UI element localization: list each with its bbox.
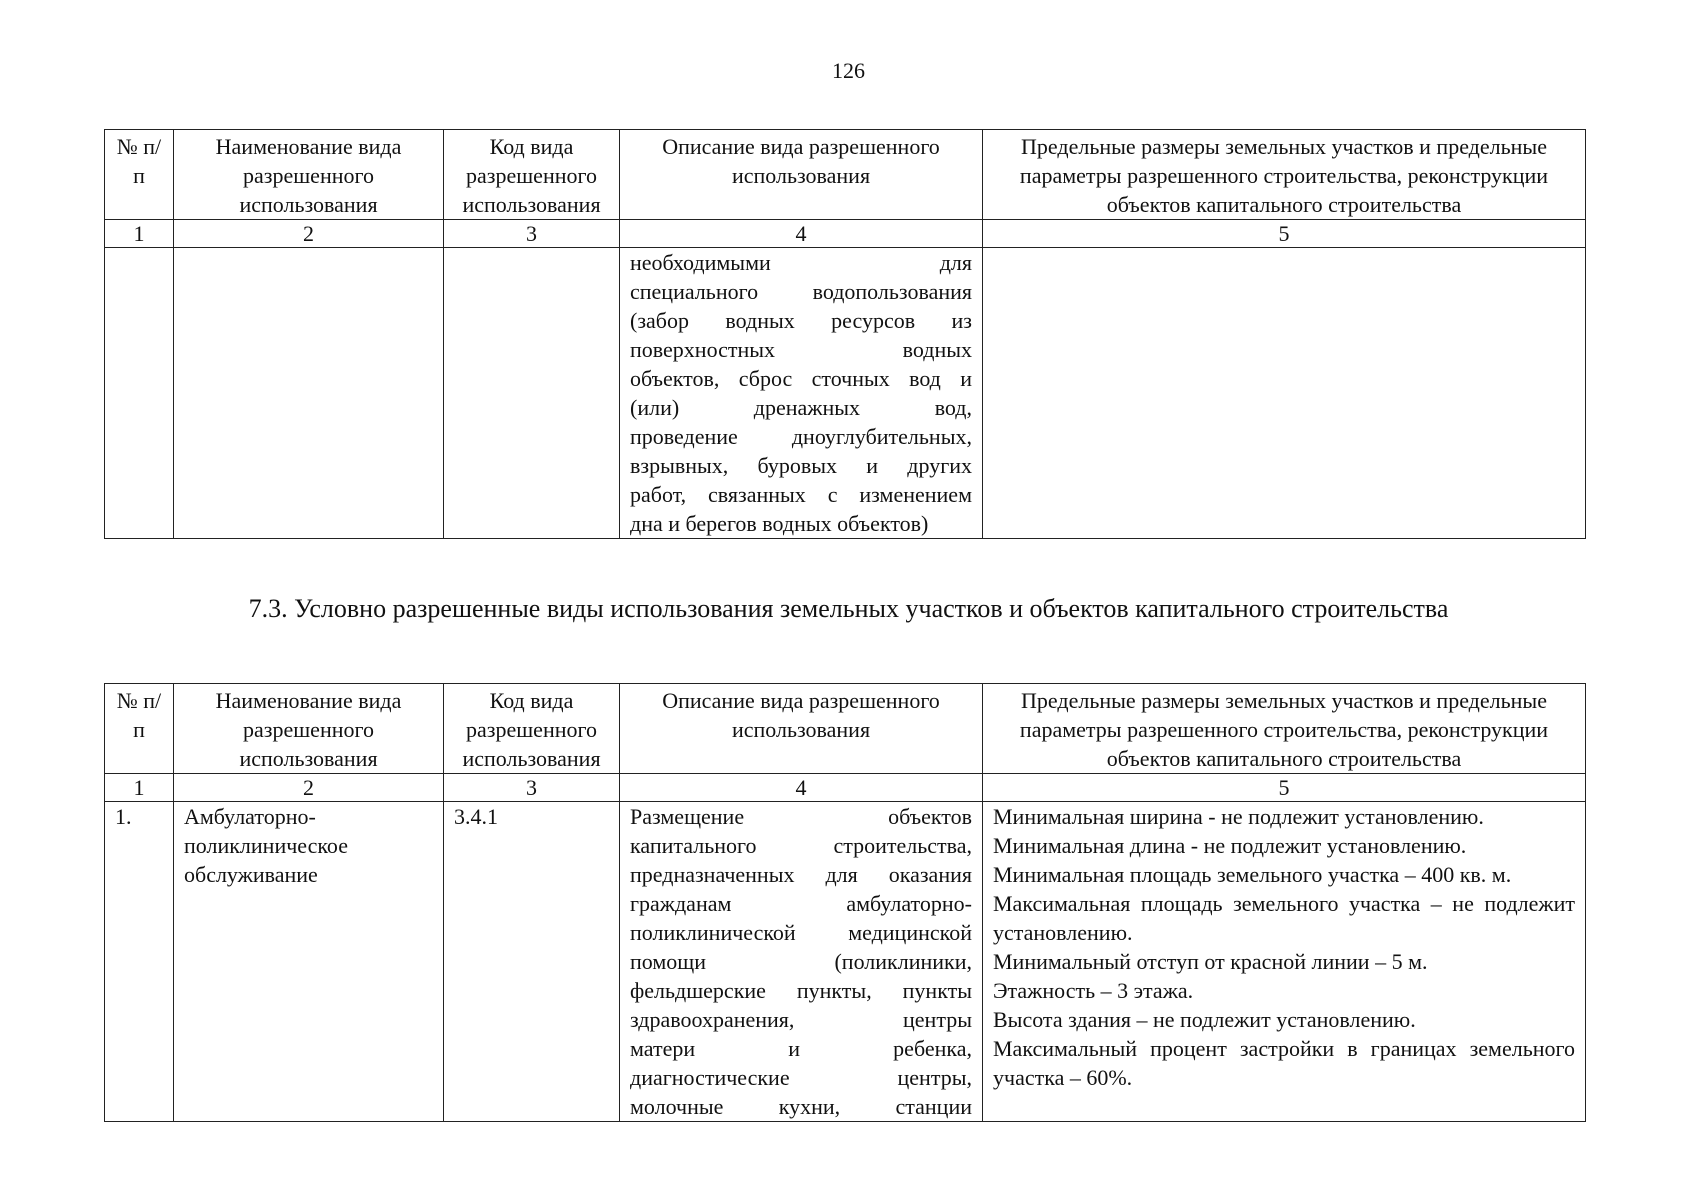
column-number: 1 <box>105 220 174 248</box>
description-line: специального водопользования <box>630 279 972 304</box>
parameter-line: Высота здания – не подлежит установлению. <box>993 1007 1416 1032</box>
description-line: (забор водных ресурсов из <box>630 308 972 333</box>
section-heading: 7.3. Условно разрешенные виды использования земельных участков и объектов капитального строительства <box>248 594 1449 623</box>
table-row <box>105 248 1586 539</box>
description-line: взрывных, буровых и других <box>630 453 972 478</box>
description-line: молочные кухни, станции <box>630 1094 972 1119</box>
header-number: № п/п <box>105 684 174 774</box>
cell-use-description <box>620 802 983 1122</box>
column-number: 1 <box>105 774 174 802</box>
parameter-line: Этажность – 3 этажа. <box>993 978 1194 1003</box>
header-use-description: Описание вида разрешенного использования <box>620 684 983 774</box>
column-number: 3 <box>444 220 620 248</box>
cell-parameters <box>983 802 1586 1122</box>
parameter-line: Минимальная длина - не подлежит установлению. <box>993 833 1467 858</box>
parameter-line: Минимальный отступ от красной линии – 5 м. <box>993 949 1428 974</box>
description-line: дна и берегов водных объектов) <box>630 511 929 536</box>
description-line: фельдшерские пункты, пункты <box>630 978 972 1003</box>
header-use-code: Код вида разрешенного использования <box>444 684 620 774</box>
header-use-name: Наименование вида разрешенного использования <box>174 684 444 774</box>
description-line: проведение дноуглубительных, <box>630 424 972 449</box>
column-number: 4 <box>620 774 983 802</box>
table-header-row <box>105 130 1586 220</box>
header-use-name: Наименование вида разрешенного использования <box>174 130 444 220</box>
description-line: объектов, сброс сточных вод и <box>630 366 972 391</box>
table-header-row <box>105 684 1586 774</box>
cell-use-name <box>174 248 444 539</box>
description-line: работ, связанных с изменением <box>630 482 972 507</box>
cell-use-description <box>620 248 983 539</box>
column-number-row <box>105 220 1586 248</box>
parameter-line: Максимальная площадь земельного участка – не подлежит установлению. <box>993 891 1575 945</box>
column-number: 4 <box>620 220 983 248</box>
description-line: предназначенных для оказания <box>630 862 972 887</box>
description-line: поверхностных водных <box>630 337 972 362</box>
column-number: 5 <box>983 220 1586 248</box>
cell-use-code: 3.4.1 <box>444 802 620 1122</box>
description-line: Размещение объектов <box>630 804 972 829</box>
header-parameters: Предельные размеры земельных участков и предельные параметры разрешенного строительства, реконструкции объектов капитального строительства <box>983 684 1586 774</box>
description-line: помощи (поликлиники, <box>630 949 972 974</box>
column-number-row <box>105 774 1586 802</box>
description-line: диагностические центры, <box>630 1065 972 1090</box>
description-line: здравоохранения, центры <box>630 1007 972 1032</box>
permitted-use-table-continued <box>104 129 1586 539</box>
page-number: 126 <box>832 58 865 83</box>
conditional-use-table <box>104 683 1586 1122</box>
parameter-line: Минимальная ширина - не подлежит установлению. <box>993 804 1484 829</box>
column-number: 5 <box>983 774 1586 802</box>
column-number: 2 <box>174 774 444 802</box>
header-number: № п/п <box>105 130 174 220</box>
description-line: (или) дренажных вод, <box>630 395 972 420</box>
description-line: гражданам амбулаторно- <box>630 891 972 916</box>
description-line: матери и ребенка, <box>630 1036 972 1061</box>
cell-use-code <box>444 248 620 539</box>
description-line: необходимыми для <box>630 250 972 275</box>
table-row <box>105 802 1586 1122</box>
description-line: капитального строительства, <box>630 833 972 858</box>
parameter-line: Максимальный процент застройки в границах земельного участка – 60%. <box>993 1036 1575 1090</box>
cell-use-name: Амбулаторно-поликлиническое обслуживание <box>174 802 444 1122</box>
cell-number <box>105 248 174 539</box>
header-parameters: Предельные размеры земельных участков и предельные параметры разрешенного строительства, реконструкции объектов капитального строительства <box>983 130 1586 220</box>
parameter-line: Минимальная площадь земельного участка – 400 кв. м. <box>993 862 1512 887</box>
cell-parameters <box>983 248 1586 539</box>
column-number: 2 <box>174 220 444 248</box>
column-number: 3 <box>444 774 620 802</box>
description-line: поликлинической медицинской <box>630 920 972 945</box>
header-use-description: Описание вида разрешенного использования <box>620 130 983 220</box>
header-use-code: Код вида разрешенного использования <box>444 130 620 220</box>
cell-number: 1. <box>105 802 174 1122</box>
